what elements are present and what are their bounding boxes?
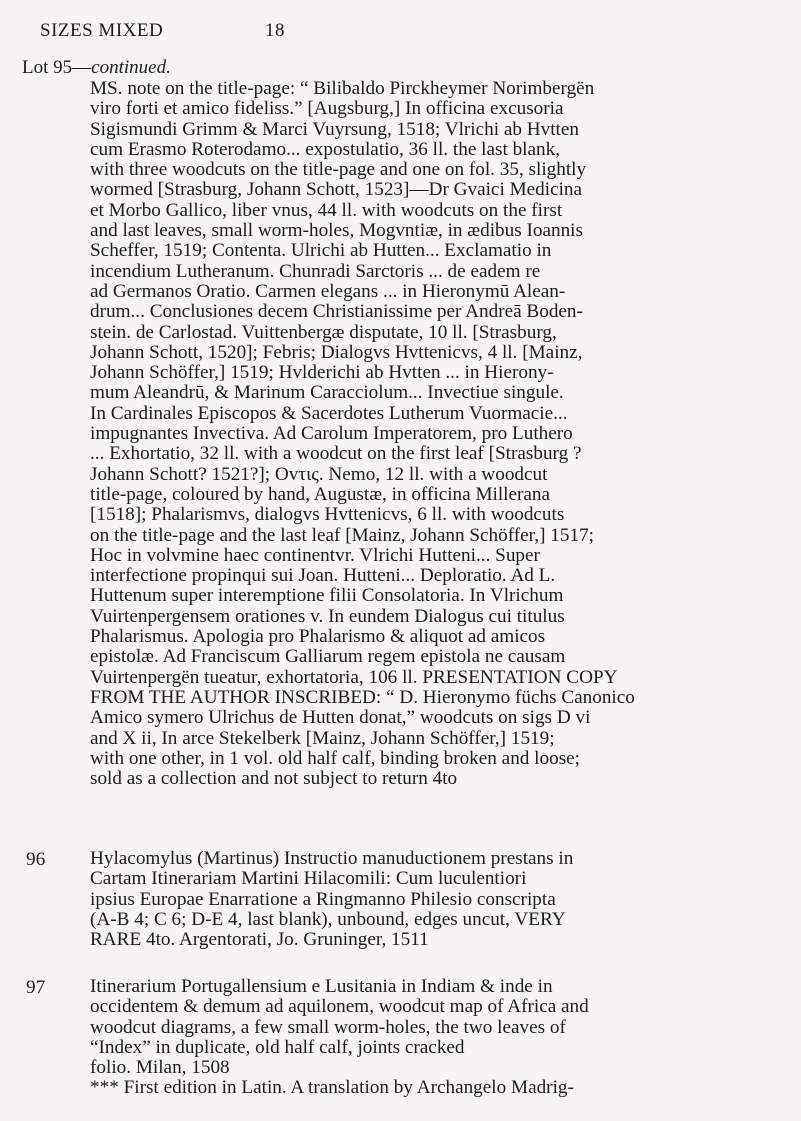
text-line: “Index” in duplicate, old half calf, joints cracked (90, 1037, 465, 1058)
text-line: ad Germanos Oratio. Carmen elegans ... in Hieronymū Alean- (90, 281, 566, 302)
text-line: Phalarismus. Apologia pro Phalarismo & aliquot ad amicos (90, 627, 546, 648)
text-line: viro forti et amico fideliss.” [Augsburg,] In officina excusoria (90, 99, 564, 120)
text-line: Hoc in volvmine haec continentvr. Vlrichi Hutteni... Super (90, 545, 540, 566)
text-line: ... Exhortatio, 32 ll. with a woodcut on the first leaf [Strasburg ? (90, 444, 582, 465)
text-line: occidentem & demum ad aquilonem, woodcut map of Africa and (90, 997, 589, 1018)
text-line: and X ii, In arce Stekelberk [Mainz, Johann Schöffer,] 1519; (90, 728, 555, 749)
text-line: (A-B 4; C 6; D-E 4, last blank), unbound, edges uncut, VERY (90, 909, 566, 930)
text-line: Itinerarium Portugallensium e Lusitania in Indiam & inde in (90, 977, 553, 997)
text-line: epistolæ. Ad Franciscum Galliarum regem epistola ne causam (90, 647, 566, 668)
text-line: woodcut diagrams, a few small worm-holes, the two leaves of (90, 1017, 566, 1038)
header-title: SIZES MIXED (40, 20, 164, 41)
text-line: interfectione propinqui sui Joan. Hutteni... Deploratio. Ad L. (90, 566, 556, 587)
text-line: [1518]; Phalarismvs, dialogvs Hvttenicvs, 6 ll. with woodcuts (90, 505, 565, 526)
lot-96-description (90, 849, 762, 950)
page-number: 18 (265, 20, 285, 41)
text-line: FROM THE AUTHOR INSCRIBED: “ D. Hieronymo füchs Canonico (90, 687, 635, 708)
text-line: Huttenum super interemptione filii Consolatoria. In Vlrichum (90, 586, 564, 607)
text-line: mum Aleandrū, & Marinum Caracciolum... Invectiue singule. (90, 383, 564, 404)
lot-96-number: 96 (26, 849, 46, 870)
lot-heading (22, 57, 171, 79)
lot-95-description (90, 79, 762, 789)
text-line: Johann Schott, 1520]; Febris; Dialogvs Hvttenicvs, 4 ll. [Mainz, (90, 342, 583, 363)
text-line: cum Erasmo Roterodamo... expostulatio, 36 ll. the last blank, (90, 139, 561, 160)
text-line: incendium Lutheranum. Chunradi Sarctoris ... de eadem re (90, 261, 541, 282)
text-line: Scheffer, 1519; Contenta. Ulrichi ab Hutten... Exclamatio in (90, 241, 552, 262)
text-line: sold as a collection and not subject to return 4to (90, 769, 458, 790)
lot-97-number: 97 (26, 977, 46, 998)
text-line: on the title-page and the last leaf [Mainz, Johann Schöffer,] 1517; (90, 525, 594, 546)
text-line: wormed [Strasburg, Johann Schott, 1523]—Dr Gvaici Medicina (90, 180, 583, 201)
text-line: with one other, in 1 vol. old half calf, binding broken and loose; (90, 748, 581, 769)
page-header (40, 20, 761, 50)
text-line: Hylacomylus (Martinus) Instructio manuductionem prestans in (90, 849, 574, 869)
text-line: et Morbo Gallico, liber vnus, 44 ll. with woodcuts on the first (90, 200, 563, 221)
text-line: Johann Schott? 1521?]; Ovτις. Nemo, 12 ll. with a woodcut (90, 464, 548, 485)
text-line: title-page, coloured by hand, Augustæ, in officina Millerana (90, 484, 551, 505)
text-line: MS. note on the title-page: “ Bilibaldo Pirckheymer Norimbergën (90, 79, 595, 99)
text-line: stein. de Carlostad. Vuittenbergæ disputate, 10 ll. [Strasburg, (90, 322, 557, 343)
text-line: RARE 4to. Argentorati, Jo. Gruninger, 1511 (90, 930, 429, 951)
text-line: Cartam Itinerariam Martini Hilacomili: Cum luculentiori (90, 869, 527, 890)
text-line: Johann Schöffer,] 1519; Hvlderichi ab Hvtten ... in Hierony- (90, 363, 554, 384)
text-line: Vuirtenpergensem orationes v. In eundem Dialogus cui titulus (90, 606, 565, 627)
text-line: Amico symero Ulrichus de Hutten donat,” woodcuts on sigs D vi (90, 708, 591, 729)
text-line: In Cardinales Episcopos & Sacerdotes Lutherum Vuormacie... (90, 403, 568, 424)
text-line: drum... Conclusiones decem Christianissime per Andreā Boden- (90, 302, 583, 323)
text-line: *** First edition in Latin. A translation by Archangelo Madrig- (90, 1078, 574, 1099)
text-line: impugnantes Invectiva. Ad Carolum Imperatorem, pro Luthero (90, 424, 573, 445)
lot-continued: continued. (91, 57, 171, 78)
text-line: with three woodcuts on the title-page and one on fol. 35, slightly (90, 160, 587, 181)
text-line: Vuirtenpergën tueatur, exhortatoria, 106 ll. PRESENTATION COPY (90, 667, 618, 688)
text-line: and last leaves, small worm-holes, Mogvntiæ, in ædibus Ioannis (90, 221, 583, 242)
lot-label: Lot 95— (22, 57, 92, 78)
text-line: Sigismundi Grimm & Marci Vuyrsung, 1518; Vlrichi ab Hvtten (90, 119, 579, 140)
text-line: folio. Milan, 1508 (90, 1058, 230, 1079)
text-line: ipsius Europae Enarratione a Ringmanno Philesio conscripta (90, 889, 556, 910)
lot-97-description (90, 977, 762, 1099)
